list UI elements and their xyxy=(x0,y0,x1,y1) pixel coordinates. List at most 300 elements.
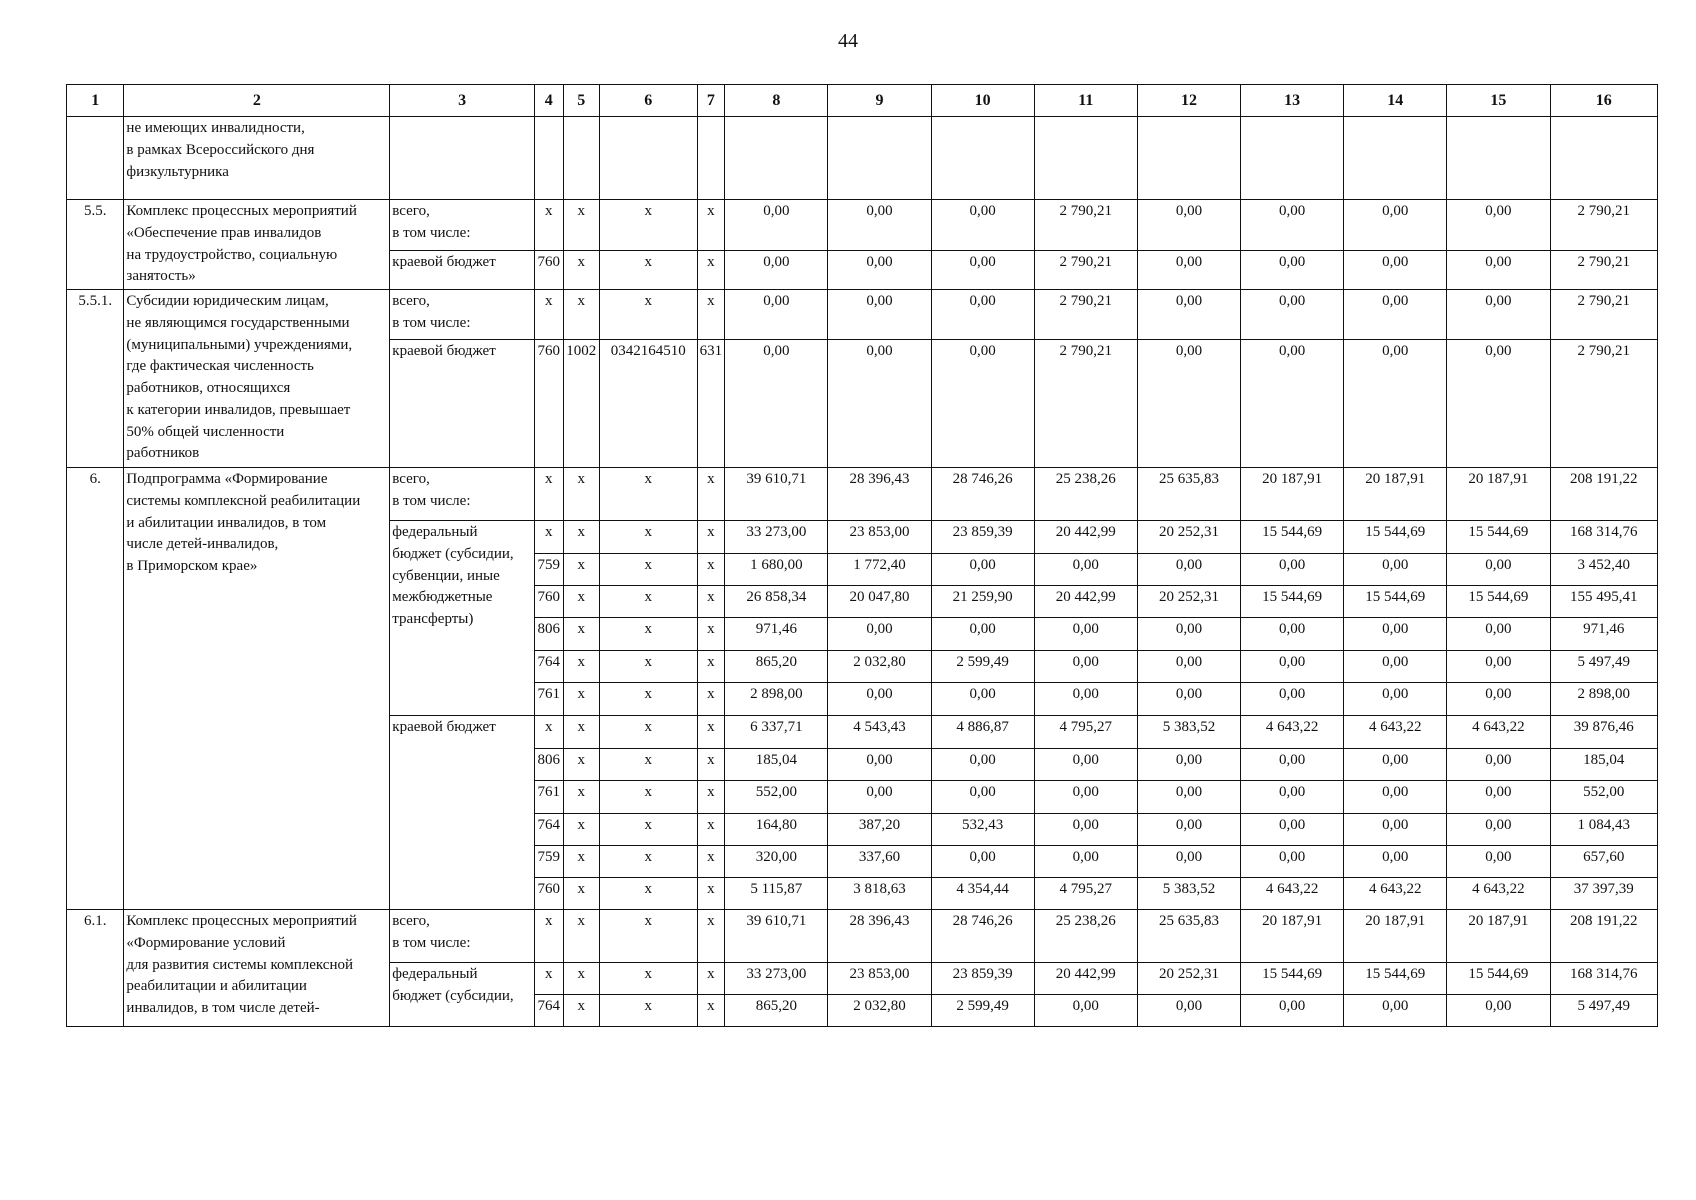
value-col-13: 4 643,22 xyxy=(1241,878,1344,910)
value-col-13: 0,00 xyxy=(1241,749,1344,781)
value-col-15: 20 187,91 xyxy=(1447,468,1550,521)
value-col-8: 865,20 xyxy=(725,651,828,683)
table-row xyxy=(67,910,1658,963)
kbk-expense-type: x xyxy=(697,290,725,340)
kbk-section-code: x xyxy=(563,910,599,963)
column-header-1: 1 xyxy=(67,85,124,117)
value-col-10: 0,00 xyxy=(931,749,1034,781)
value-col-15: 15 544,69 xyxy=(1447,963,1550,995)
column-header-11: 11 xyxy=(1034,85,1137,117)
kbk-target-code: x xyxy=(599,521,697,554)
value-col-8: 552,00 xyxy=(725,781,828,814)
value-col-14: 0,00 xyxy=(1344,618,1447,651)
value-col-9: 387,20 xyxy=(828,814,931,846)
value-col-9: 23 853,00 xyxy=(828,521,931,554)
kbk-section-code: 1002 xyxy=(563,340,599,468)
value-col-13: 0,00 xyxy=(1241,554,1344,586)
value-col-12: 0,00 xyxy=(1137,290,1240,340)
funding-source: всего, в том числе: xyxy=(390,910,535,963)
value-col-9: 1 772,40 xyxy=(828,554,931,586)
column-header-4: 4 xyxy=(534,85,563,117)
column-header-14: 14 xyxy=(1344,85,1447,117)
value-col-9: 337,60 xyxy=(828,846,931,878)
kbk-target-code: 0342164510 xyxy=(599,340,697,468)
column-header-2: 2 xyxy=(124,85,390,117)
value-col-16 xyxy=(1550,117,1658,200)
value-col-9: 28 396,43 xyxy=(828,468,931,521)
kbk-section-code: x xyxy=(563,683,599,716)
value-col-14: 0,00 xyxy=(1344,250,1447,289)
value-col-12: 0,00 xyxy=(1137,340,1240,468)
kbk-target-code: x xyxy=(599,651,697,683)
value-col-13: 0,00 xyxy=(1241,814,1344,846)
kbk-ministry-code: 764 xyxy=(534,814,563,846)
kbk-expense-type: x xyxy=(697,716,725,749)
value-col-12: 0,00 xyxy=(1137,651,1240,683)
value-col-14: 0,00 xyxy=(1344,554,1447,586)
column-header-6: 6 xyxy=(599,85,697,117)
value-col-13: 0,00 xyxy=(1241,618,1344,651)
value-col-9: 23 853,00 xyxy=(828,963,931,995)
funding-source: всего, в том числе: xyxy=(390,200,535,251)
value-col-13: 0,00 xyxy=(1241,290,1344,340)
value-col-13: 0,00 xyxy=(1241,250,1344,289)
value-col-12: 0,00 xyxy=(1137,749,1240,781)
kbk-target-code: x xyxy=(599,716,697,749)
column-header-13: 13 xyxy=(1241,85,1344,117)
kbk-ministry-code: x xyxy=(534,716,563,749)
value-col-10: 532,43 xyxy=(931,814,1034,846)
kbk-ministry-code: 760 xyxy=(534,878,563,910)
kbk-target-code: x xyxy=(599,814,697,846)
value-col-11: 0,00 xyxy=(1034,651,1137,683)
kbk-expense-type: x xyxy=(697,749,725,781)
value-col-8: 0,00 xyxy=(725,200,828,251)
value-col-15: 4 643,22 xyxy=(1447,878,1550,910)
column-header-5: 5 xyxy=(563,85,599,117)
value-col-15: 0,00 xyxy=(1447,250,1550,289)
value-col-15: 15 544,69 xyxy=(1447,586,1550,618)
value-col-15: 15 544,69 xyxy=(1447,521,1550,554)
value-col-16: 971,46 xyxy=(1550,618,1658,651)
value-col-11: 20 442,99 xyxy=(1034,521,1137,554)
value-col-15: 0,00 xyxy=(1447,683,1550,716)
kbk-expense-type: x xyxy=(697,468,725,521)
value-col-13: 15 544,69 xyxy=(1241,521,1344,554)
value-col-8: 5 115,87 xyxy=(725,878,828,910)
value-col-16: 3 452,40 xyxy=(1550,554,1658,586)
value-col-12: 0,00 xyxy=(1137,814,1240,846)
kbk-expense-type: x xyxy=(697,846,725,878)
value-col-9: 0,00 xyxy=(828,683,931,716)
kbk-target-code: x xyxy=(599,468,697,521)
value-col-12 xyxy=(1137,117,1240,200)
item-number: 5.5. xyxy=(67,200,124,290)
value-col-10: 0,00 xyxy=(931,781,1034,814)
value-col-10: 0,00 xyxy=(931,554,1034,586)
funding-source: краевой бюджет xyxy=(390,340,535,468)
item-name: Комплекс процессных мероприятий «Обеспечение прав инвалидов на трудоустройство, социальную занятость» xyxy=(124,200,390,290)
header-row xyxy=(67,85,1658,117)
kbk-expense-type: 631 xyxy=(697,340,725,468)
kbk-ministry-code: 761 xyxy=(534,781,563,814)
value-col-8: 164,80 xyxy=(725,814,828,846)
value-col-10: 0,00 xyxy=(931,340,1034,468)
value-col-14: 0,00 xyxy=(1344,651,1447,683)
kbk-expense-type: x xyxy=(697,878,725,910)
kbk-expense-type: x xyxy=(697,814,725,846)
value-col-9: 0,00 xyxy=(828,250,931,289)
value-col-13: 0,00 xyxy=(1241,995,1344,1027)
table-row xyxy=(67,290,1658,340)
kbk-section-code: x xyxy=(563,963,599,995)
value-col-9 xyxy=(828,117,931,200)
item-name: Комплекс процессных мероприятий «Формирование условий для развития системы комплексной реабилитации и абилитации инвалидов, в том числе детей- xyxy=(124,910,390,1027)
value-col-16: 2 790,21 xyxy=(1550,200,1658,251)
kbk-section-code xyxy=(563,117,599,200)
value-col-16: 155 495,41 xyxy=(1550,586,1658,618)
kbk-expense-type: x xyxy=(697,521,725,554)
kbk-target-code: x xyxy=(599,878,697,910)
value-col-12: 0,00 xyxy=(1137,683,1240,716)
value-col-8: 971,46 xyxy=(725,618,828,651)
column-header-12: 12 xyxy=(1137,85,1240,117)
value-col-13: 0,00 xyxy=(1241,200,1344,251)
value-col-12: 25 635,83 xyxy=(1137,468,1240,521)
value-col-13: 15 544,69 xyxy=(1241,963,1344,995)
value-col-12: 0,00 xyxy=(1137,200,1240,251)
table-row xyxy=(67,200,1658,251)
value-col-12: 5 383,52 xyxy=(1137,878,1240,910)
kbk-target-code: x xyxy=(599,963,697,995)
value-col-12: 20 252,31 xyxy=(1137,586,1240,618)
value-col-16: 5 497,49 xyxy=(1550,651,1658,683)
item-name: Субсидии юридическим лицам, не являющимся государственными (муниципальными) учреждениями, где фактическая численность работников, относящихся к категории инвалидов, превышает 50% общей численности работников xyxy=(124,290,390,468)
value-col-10: 0,00 xyxy=(931,683,1034,716)
value-col-16: 2 898,00 xyxy=(1550,683,1658,716)
kbk-ministry-code: 806 xyxy=(534,749,563,781)
item-number: 6.1. xyxy=(67,910,124,1027)
value-col-15: 0,00 xyxy=(1447,781,1550,814)
kbk-section-code: x xyxy=(563,586,599,618)
kbk-ministry-code: 760 xyxy=(534,586,563,618)
value-col-10: 2 599,49 xyxy=(931,995,1034,1027)
value-col-14: 4 643,22 xyxy=(1344,716,1447,749)
kbk-target-code: x xyxy=(599,749,697,781)
value-col-10: 0,00 xyxy=(931,200,1034,251)
value-col-8: 0,00 xyxy=(725,250,828,289)
value-col-12: 5 383,52 xyxy=(1137,716,1240,749)
kbk-expense-type: x xyxy=(697,651,725,683)
value-col-9: 0,00 xyxy=(828,749,931,781)
column-header-9: 9 xyxy=(828,85,931,117)
item-number: 5.5.1. xyxy=(67,290,124,468)
value-col-15: 0,00 xyxy=(1447,749,1550,781)
value-col-12: 0,00 xyxy=(1137,618,1240,651)
budget-table xyxy=(66,84,1658,1027)
value-col-10: 23 859,39 xyxy=(931,963,1034,995)
value-col-9: 0,00 xyxy=(828,200,931,251)
kbk-ministry-code: 764 xyxy=(534,651,563,683)
value-col-13: 0,00 xyxy=(1241,846,1344,878)
value-col-9: 4 543,43 xyxy=(828,716,931,749)
value-col-8: 185,04 xyxy=(725,749,828,781)
value-col-15: 0,00 xyxy=(1447,340,1550,468)
value-col-15: 0,00 xyxy=(1447,200,1550,251)
value-col-15: 0,00 xyxy=(1447,814,1550,846)
value-col-12: 20 252,31 xyxy=(1137,963,1240,995)
kbk-target-code: x xyxy=(599,683,697,716)
value-col-13: 0,00 xyxy=(1241,651,1344,683)
value-col-14: 0,00 xyxy=(1344,846,1447,878)
column-header-16: 16 xyxy=(1550,85,1658,117)
value-col-16: 2 790,21 xyxy=(1550,340,1658,468)
kbk-ministry-code: x xyxy=(534,468,563,521)
value-col-14: 0,00 xyxy=(1344,814,1447,846)
kbk-target-code xyxy=(599,117,697,200)
value-col-11: 25 238,26 xyxy=(1034,910,1137,963)
kbk-ministry-code: x xyxy=(534,200,563,251)
column-header-10: 10 xyxy=(931,85,1034,117)
value-col-16: 2 790,21 xyxy=(1550,250,1658,289)
value-col-11: 0,00 xyxy=(1034,749,1137,781)
value-col-11: 0,00 xyxy=(1034,683,1137,716)
table-header xyxy=(67,85,1658,117)
value-col-13: 15 544,69 xyxy=(1241,586,1344,618)
kbk-ministry-code: 764 xyxy=(534,995,563,1027)
kbk-expense-type: x xyxy=(697,963,725,995)
kbk-ministry-code: 761 xyxy=(534,683,563,716)
value-col-14: 15 544,69 xyxy=(1344,586,1447,618)
value-col-15: 20 187,91 xyxy=(1447,910,1550,963)
value-col-16: 5 497,49 xyxy=(1550,995,1658,1027)
kbk-expense-type: x xyxy=(697,995,725,1027)
kbk-section-code: x xyxy=(563,716,599,749)
funding-source: федеральный бюджет (субсидии, субвенции, иные межбюджетные трансферты) xyxy=(390,521,535,716)
value-col-8: 33 273,00 xyxy=(725,963,828,995)
kbk-section-code: x xyxy=(563,995,599,1027)
value-col-8: 0,00 xyxy=(725,290,828,340)
kbk-section-code: x xyxy=(563,250,599,289)
kbk-ministry-code: x xyxy=(534,910,563,963)
value-col-16: 39 876,46 xyxy=(1550,716,1658,749)
value-col-11: 0,00 xyxy=(1034,995,1137,1027)
value-col-14: 0,00 xyxy=(1344,290,1447,340)
value-col-15: 0,00 xyxy=(1447,290,1550,340)
kbk-target-code: x xyxy=(599,290,697,340)
value-col-11: 2 790,21 xyxy=(1034,250,1137,289)
value-col-13: 20 187,91 xyxy=(1241,910,1344,963)
value-col-9: 28 396,43 xyxy=(828,910,931,963)
column-header-3: 3 xyxy=(390,85,535,117)
kbk-ministry-code: 806 xyxy=(534,618,563,651)
value-col-16: 208 191,22 xyxy=(1550,910,1658,963)
kbk-target-code: x xyxy=(599,200,697,251)
kbk-ministry-code: 760 xyxy=(534,250,563,289)
value-col-14: 0,00 xyxy=(1344,749,1447,781)
kbk-section-code: x xyxy=(563,749,599,781)
value-col-11: 20 442,99 xyxy=(1034,586,1137,618)
value-col-11: 0,00 xyxy=(1034,781,1137,814)
value-col-10: 23 859,39 xyxy=(931,521,1034,554)
value-col-14: 15 544,69 xyxy=(1344,521,1447,554)
value-col-14: 20 187,91 xyxy=(1344,910,1447,963)
item-number: 6. xyxy=(67,468,124,910)
value-col-10: 28 746,26 xyxy=(931,468,1034,521)
kbk-section-code: x xyxy=(563,618,599,651)
value-col-10: 0,00 xyxy=(931,618,1034,651)
kbk-target-code: x xyxy=(599,250,697,289)
value-col-16: 168 314,76 xyxy=(1550,963,1658,995)
item-number xyxy=(67,117,124,200)
value-col-15: 0,00 xyxy=(1447,618,1550,651)
value-col-8: 39 610,71 xyxy=(725,468,828,521)
kbk-target-code: x xyxy=(599,910,697,963)
value-col-16: 2 790,21 xyxy=(1550,290,1658,340)
value-col-11: 0,00 xyxy=(1034,814,1137,846)
value-col-8: 39 610,71 xyxy=(725,910,828,963)
value-col-11: 25 238,26 xyxy=(1034,468,1137,521)
value-col-11: 0,00 xyxy=(1034,618,1137,651)
value-col-8: 26 858,34 xyxy=(725,586,828,618)
kbk-expense-type: x xyxy=(697,586,725,618)
kbk-target-code: x xyxy=(599,586,697,618)
value-col-14: 4 643,22 xyxy=(1344,878,1447,910)
value-col-11: 2 790,21 xyxy=(1034,340,1137,468)
value-col-9: 0,00 xyxy=(828,781,931,814)
kbk-section-code: x xyxy=(563,468,599,521)
funding-source: всего, в том числе: xyxy=(390,468,535,521)
value-col-16: 37 397,39 xyxy=(1550,878,1658,910)
value-col-16: 168 314,76 xyxy=(1550,521,1658,554)
kbk-section-code: x xyxy=(563,651,599,683)
value-col-11: 4 795,27 xyxy=(1034,878,1137,910)
kbk-ministry-code xyxy=(534,117,563,200)
value-col-14: 0,00 xyxy=(1344,340,1447,468)
value-col-10: 0,00 xyxy=(931,290,1034,340)
value-col-10: 0,00 xyxy=(931,250,1034,289)
funding-source xyxy=(390,117,535,200)
value-col-14: 0,00 xyxy=(1344,200,1447,251)
kbk-section-code: x xyxy=(563,521,599,554)
value-col-9: 0,00 xyxy=(828,618,931,651)
kbk-section-code: x xyxy=(563,846,599,878)
value-col-10: 21 259,90 xyxy=(931,586,1034,618)
value-col-15 xyxy=(1447,117,1550,200)
kbk-ministry-code: x xyxy=(534,963,563,995)
value-col-8: 33 273,00 xyxy=(725,521,828,554)
value-col-10: 4 354,44 xyxy=(931,878,1034,910)
value-col-14: 0,00 xyxy=(1344,683,1447,716)
table-body xyxy=(67,117,1658,1027)
value-col-12: 0,00 xyxy=(1137,781,1240,814)
funding-source: краевой бюджет xyxy=(390,250,535,289)
kbk-ministry-code: x xyxy=(534,521,563,554)
value-col-9: 2 032,80 xyxy=(828,651,931,683)
value-col-15: 0,00 xyxy=(1447,846,1550,878)
value-col-8: 865,20 xyxy=(725,995,828,1027)
value-col-15: 0,00 xyxy=(1447,995,1550,1027)
value-col-14: 0,00 xyxy=(1344,995,1447,1027)
value-col-14: 20 187,91 xyxy=(1344,468,1447,521)
kbk-expense-type: x xyxy=(697,683,725,716)
value-col-13: 0,00 xyxy=(1241,683,1344,716)
kbk-section-code: x xyxy=(563,554,599,586)
value-col-16: 208 191,22 xyxy=(1550,468,1658,521)
funding-source: федеральный бюджет (субсидии, xyxy=(390,963,535,1027)
kbk-target-code: x xyxy=(599,995,697,1027)
kbk-ministry-code: 760 xyxy=(534,340,563,468)
item-name: не имеющих инвалидности, в рамках Всероссийского дня физкультурника xyxy=(124,117,390,200)
kbk-ministry-code: x xyxy=(534,290,563,340)
value-col-12: 25 635,83 xyxy=(1137,910,1240,963)
kbk-ministry-code: 759 xyxy=(534,846,563,878)
value-col-13: 4 643,22 xyxy=(1241,716,1344,749)
value-col-10: 28 746,26 xyxy=(931,910,1034,963)
value-col-10 xyxy=(931,117,1034,200)
kbk-expense-type: x xyxy=(697,554,725,586)
value-col-11: 0,00 xyxy=(1034,846,1137,878)
value-col-8: 2 898,00 xyxy=(725,683,828,716)
kbk-expense-type xyxy=(697,117,725,200)
value-col-9: 3 818,63 xyxy=(828,878,931,910)
value-col-16: 657,60 xyxy=(1550,846,1658,878)
kbk-expense-type: x xyxy=(697,618,725,651)
table-row xyxy=(67,468,1658,521)
value-col-12: 0,00 xyxy=(1137,250,1240,289)
value-col-9: 20 047,80 xyxy=(828,586,931,618)
value-col-8: 0,00 xyxy=(725,340,828,468)
value-col-12: 0,00 xyxy=(1137,554,1240,586)
kbk-ministry-code: 759 xyxy=(534,554,563,586)
column-header-8: 8 xyxy=(725,85,828,117)
value-col-12: 20 252,31 xyxy=(1137,521,1240,554)
column-header-15: 15 xyxy=(1447,85,1550,117)
page-number: 44 xyxy=(838,30,858,52)
value-col-11: 2 790,21 xyxy=(1034,200,1137,251)
value-col-12: 0,00 xyxy=(1137,846,1240,878)
kbk-expense-type: x xyxy=(697,200,725,251)
kbk-section-code: x xyxy=(563,814,599,846)
kbk-section-code: x xyxy=(563,290,599,340)
kbk-section-code: x xyxy=(563,781,599,814)
value-col-8: 6 337,71 xyxy=(725,716,828,749)
value-col-11: 2 790,21 xyxy=(1034,290,1137,340)
kbk-expense-type: x xyxy=(697,910,725,963)
value-col-11 xyxy=(1034,117,1137,200)
kbk-expense-type: x xyxy=(697,250,725,289)
value-col-13: 20 187,91 xyxy=(1241,468,1344,521)
kbk-target-code: x xyxy=(599,781,697,814)
table-row xyxy=(67,117,1658,200)
value-col-11: 20 442,99 xyxy=(1034,963,1137,995)
value-col-13: 0,00 xyxy=(1241,781,1344,814)
value-col-9: 0,00 xyxy=(828,340,931,468)
value-col-14: 15 544,69 xyxy=(1344,963,1447,995)
value-col-9: 2 032,80 xyxy=(828,995,931,1027)
value-col-15: 4 643,22 xyxy=(1447,716,1550,749)
kbk-target-code: x xyxy=(599,554,697,586)
value-col-16: 185,04 xyxy=(1550,749,1658,781)
value-col-11: 0,00 xyxy=(1034,554,1137,586)
value-col-13: 0,00 xyxy=(1241,340,1344,468)
kbk-target-code: x xyxy=(599,618,697,651)
value-col-11: 4 795,27 xyxy=(1034,716,1137,749)
item-name: Подпрограмма «Формирование системы комплексной реабилитации и абилитации инвалидов, в том числе детей-инвалидов, в Приморском крае» xyxy=(124,468,390,910)
value-col-9: 0,00 xyxy=(828,290,931,340)
value-col-14 xyxy=(1344,117,1447,200)
funding-source: краевой бюджет xyxy=(390,716,535,910)
